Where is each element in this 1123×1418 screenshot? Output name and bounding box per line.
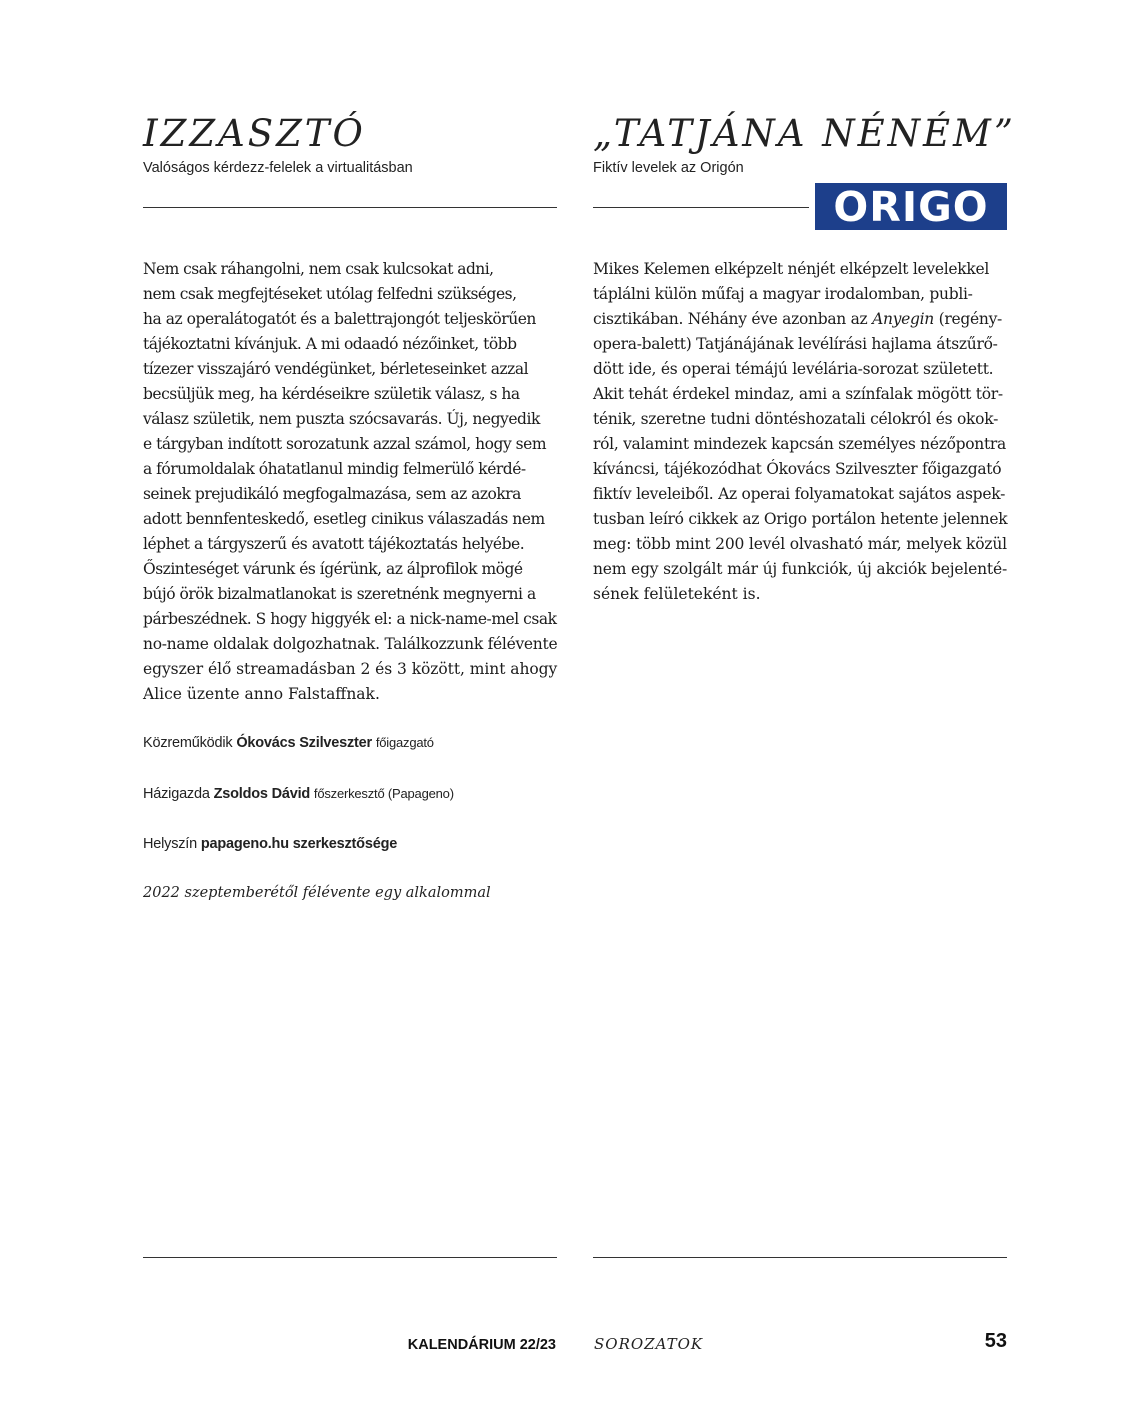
right-body-line: Akit tehát érdekel mindaz, ami a színfalak mögött tör- bbox=[593, 385, 1003, 403]
left-footer-divider bbox=[143, 1257, 557, 1258]
left-body-line: válasz születik, nem puszta szócsavarás. Új, negyedik bbox=[143, 410, 540, 428]
publication-name: KALENDÁRIUM 22/23 bbox=[407, 1337, 556, 1353]
credit-role: főszerkesztő (Papageno) bbox=[313, 786, 454, 801]
credit-role: főigazgató bbox=[375, 735, 434, 750]
right-body-line: opera-balett) Tatjánájának levélírási hajlama átszűrő- bbox=[593, 335, 998, 353]
credit-name: Ókovács Szilveszter bbox=[236, 735, 372, 751]
origo-logo: ORIGO bbox=[815, 183, 1007, 230]
left-body-line: léphet a tárgyszerű és avatott tájékoztatás helyébe. bbox=[143, 535, 525, 553]
right-body-line: tusban leíró cikkek az Origo portálon hetente jelennek bbox=[593, 510, 1008, 528]
credit-name: Zsoldos Dávid bbox=[213, 786, 311, 802]
right-body-line: kíváncsi, tájékozódhat Ókovács Szilveszter főigazgató bbox=[593, 460, 1002, 478]
right-body-line: nem egy szolgált már új funkciók, új akciók bejelenté- bbox=[593, 560, 1008, 578]
credit-label: Házigazda bbox=[143, 786, 210, 802]
right-subtitle: Fiktív levelek az Origón bbox=[593, 160, 744, 176]
right-title: „TATJÁNA NÉNÉM” bbox=[593, 112, 1016, 155]
left-body-line: ha az operalátogatót és a balettrajongót teljeskörűen bbox=[143, 310, 536, 328]
left-header-divider bbox=[143, 207, 557, 208]
left-body-line: becsüljük meg, ha kérdéseikre születik válasz, s ha bbox=[143, 385, 520, 403]
left-body-line: no-name oldalak dolgozhatnak. Találkozzunk félévente bbox=[143, 635, 558, 653]
left-body-line: seinek prejudikáló megfogalmazása, sem az azokra bbox=[143, 485, 521, 503]
right-body-line: táplálni külön műfaj a magyar irodalomban, publi- bbox=[593, 285, 973, 303]
left-body-line: Őszinteséget várunk és ígérünk, az álprofilok mögé bbox=[143, 560, 523, 578]
left-subtitle: Valóságos kérdezz-felelek a virtualitásban bbox=[143, 160, 413, 176]
credit-label: Helyszín bbox=[143, 836, 197, 852]
credit-name: papageno.hu szerkesztősége bbox=[200, 836, 398, 852]
credit-contributor bbox=[143, 735, 434, 751]
right-body-line: dött ide, és operai témájú levélária-sorozat született. bbox=[593, 360, 994, 378]
left-body-line: egyszer élő streamadásban 2 és 3 között, mint ahogy bbox=[143, 660, 558, 678]
page-number: 53 bbox=[984, 1330, 1007, 1352]
schedule-note: 2022 szeptemberétől félévente egy alkalommal bbox=[143, 885, 491, 901]
right-body-line: Mikes Kelemen elképzelt nénjét elképzelt levelekkel bbox=[593, 260, 990, 278]
right-body-line: ténik, szeretne tudni döntéshozatali célokról és okok- bbox=[593, 410, 999, 428]
right-body-line: meg: több mint 200 levél olvasható már, melyek közül bbox=[593, 535, 1007, 553]
right-footer-divider bbox=[593, 1257, 1007, 1258]
left-body-line: e tárgyban indított sorozatunk azzal számol, hogy sem bbox=[143, 435, 547, 453]
right-body-line: fiktív leveleiből. Az operai folyamatokat sajátos aspek- bbox=[593, 485, 1006, 503]
left-body-line: a fórumoldalak óhatatlanul mindig felmerülő kérdé- bbox=[143, 460, 526, 478]
left-body bbox=[143, 257, 557, 707]
credit-label: Közreműködik bbox=[143, 735, 233, 751]
right-body-line: ról, valamint mindezek kapcsán személyes nézőpontra bbox=[593, 435, 1006, 453]
left-body-line: nem csak megfejtéseket utólag felfedni szükséges, bbox=[143, 285, 517, 303]
left-title: IZZASZTÓ bbox=[143, 112, 366, 155]
left-body-line: párbeszédnek. S hogy higgyék el: a nick-name-mel csak bbox=[143, 610, 557, 628]
right-header-divider bbox=[593, 207, 809, 208]
left-body-line: Nem csak ráhangolni, nem csak kulcsokat adni, bbox=[143, 260, 494, 278]
credit-host bbox=[143, 786, 454, 802]
right-body-line: cisztikában. Néhány éve azonban az Anyegin (regény- bbox=[593, 310, 1002, 328]
left-body-line: Alice üzente anno Falstaffnak. bbox=[143, 685, 380, 703]
credit-location bbox=[143, 836, 397, 852]
right-body bbox=[593, 257, 1007, 607]
left-body-line: adott bennfenteskedő, esetleg cinikus válaszadás nem bbox=[143, 510, 545, 528]
left-body-line: tízezer visszajáró vendégünket, bérleteseinket azzal bbox=[143, 360, 529, 378]
right-body-line: sének felületeként is. bbox=[593, 585, 761, 603]
section-name: SOROZATOK bbox=[594, 1335, 704, 1353]
left-body-line: tájékoztatni kívánjuk. A mi odaadó nézőinket, több bbox=[143, 335, 517, 353]
left-body-line: bújó örök bizalmatlanokat is szeretnénk megnyerni a bbox=[143, 585, 536, 603]
